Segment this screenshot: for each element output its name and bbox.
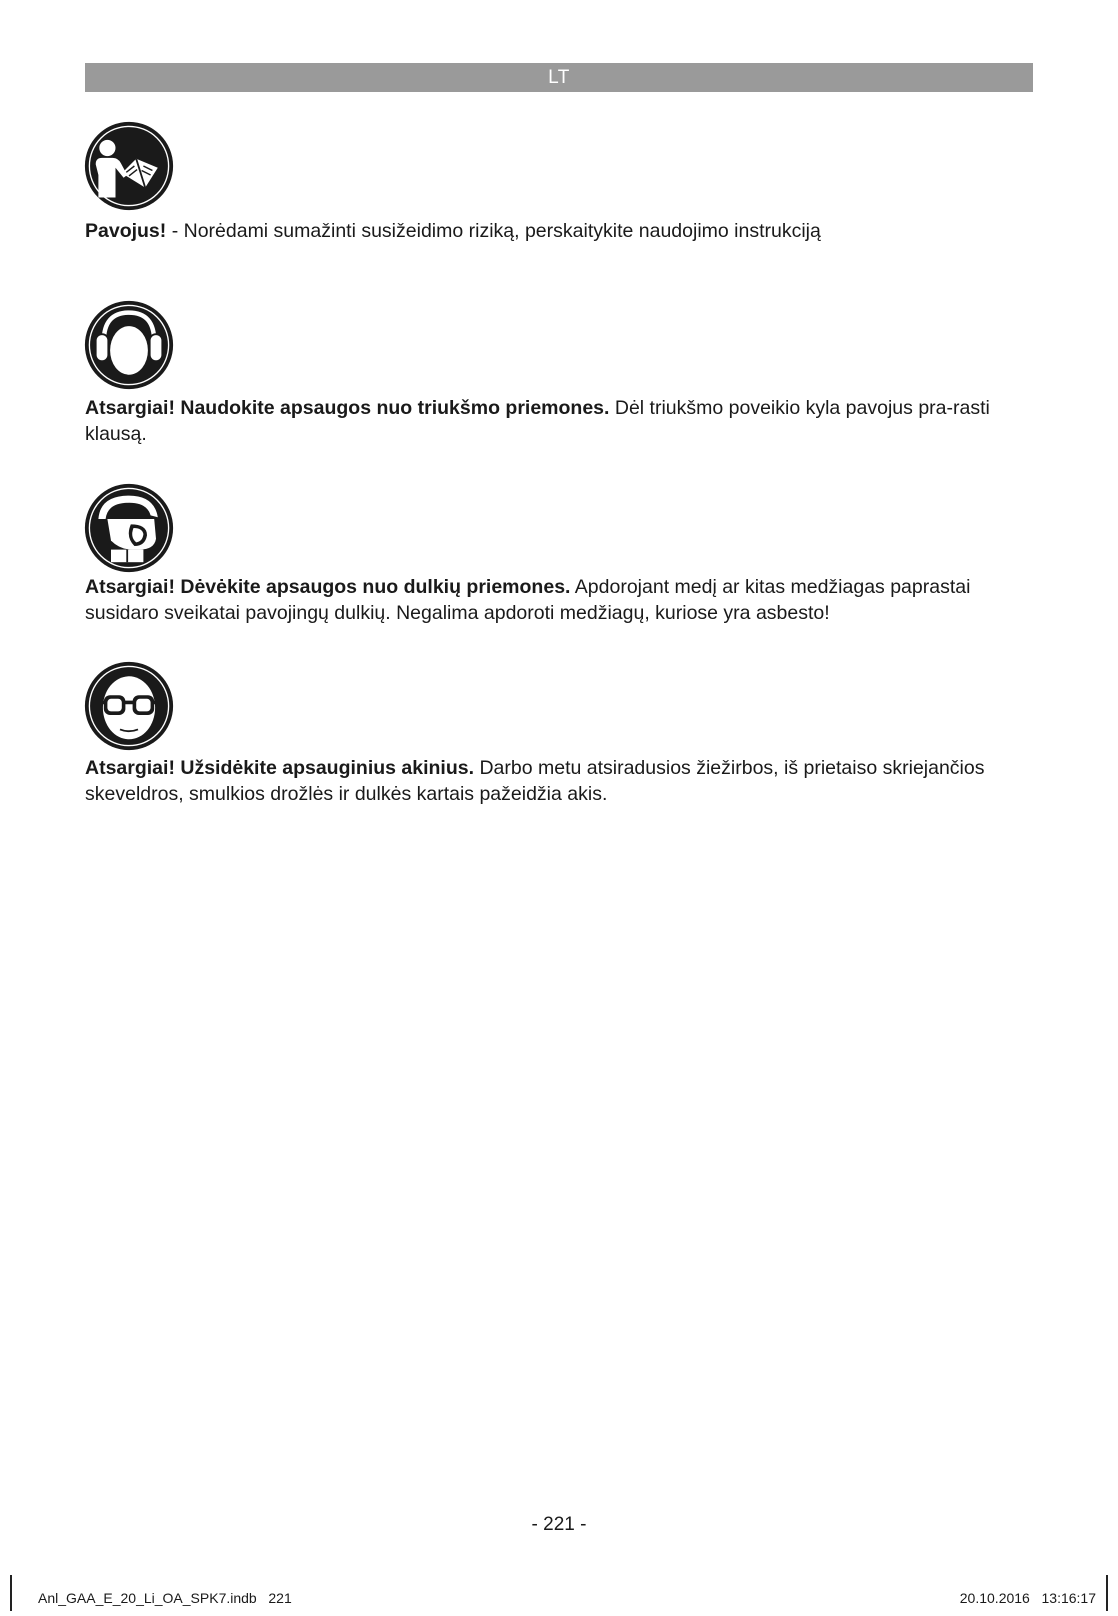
warning-label: Atsargiai! Dėvėkite apsaugos nuo dulkių priemones. <box>85 576 571 598</box>
footer-timestamp: 20.10.2016 13:16:17 <box>959 1590 1096 1606</box>
crop-mark-left <box>10 1575 12 1611</box>
dust-mask-warning <box>85 574 1045 626</box>
warning-text: Apdorojant medį ar kitas medžiagas paprastai susidaro sveikatai pavojingų dulkių. Negalima apdoroti medžiagų, kuriose yra asbesto! <box>85 576 971 624</box>
crop-mark-right <box>1106 1575 1108 1611</box>
dust-mask-icon <box>84 483 174 573</box>
warning-label: Atsargiai! Užsidėkite apsauginius akinius. <box>85 757 475 779</box>
ear-protection-icon <box>84 300 174 390</box>
read-manual-warning <box>85 218 1045 244</box>
ear-protection-warning <box>85 395 1045 447</box>
language-header-bar <box>85 63 1033 92</box>
read-manual-icon <box>84 121 174 211</box>
safety-goggles-icon <box>84 661 174 751</box>
warning-text: Dėl triukšmo poveikio kyla pavojus pra-rasti klausą. <box>85 397 990 445</box>
warning-text: - Norėdami sumažinti susižeidimo riziką, perskaitykite naudojimo instrukciją <box>166 220 821 242</box>
footer-file-info: Anl_GAA_E_20_Li_OA_SPK7.indb 221 <box>38 1590 292 1606</box>
warning-label: Pavojus! <box>85 220 167 242</box>
language-code: LT <box>548 67 570 88</box>
warning-text: Darbo metu atsiradusios žiežirbos, iš prietaiso skriejančios skeveldros, smulkios drožlės ir dulkės kartais pažeidžia akis. <box>85 757 985 805</box>
safety-goggles-warning <box>85 755 1045 807</box>
warning-label: Atsargiai! Naudokite apsaugos nuo triukšmo priemones. <box>85 397 610 419</box>
page-number: - 221 - <box>531 1514 587 1535</box>
